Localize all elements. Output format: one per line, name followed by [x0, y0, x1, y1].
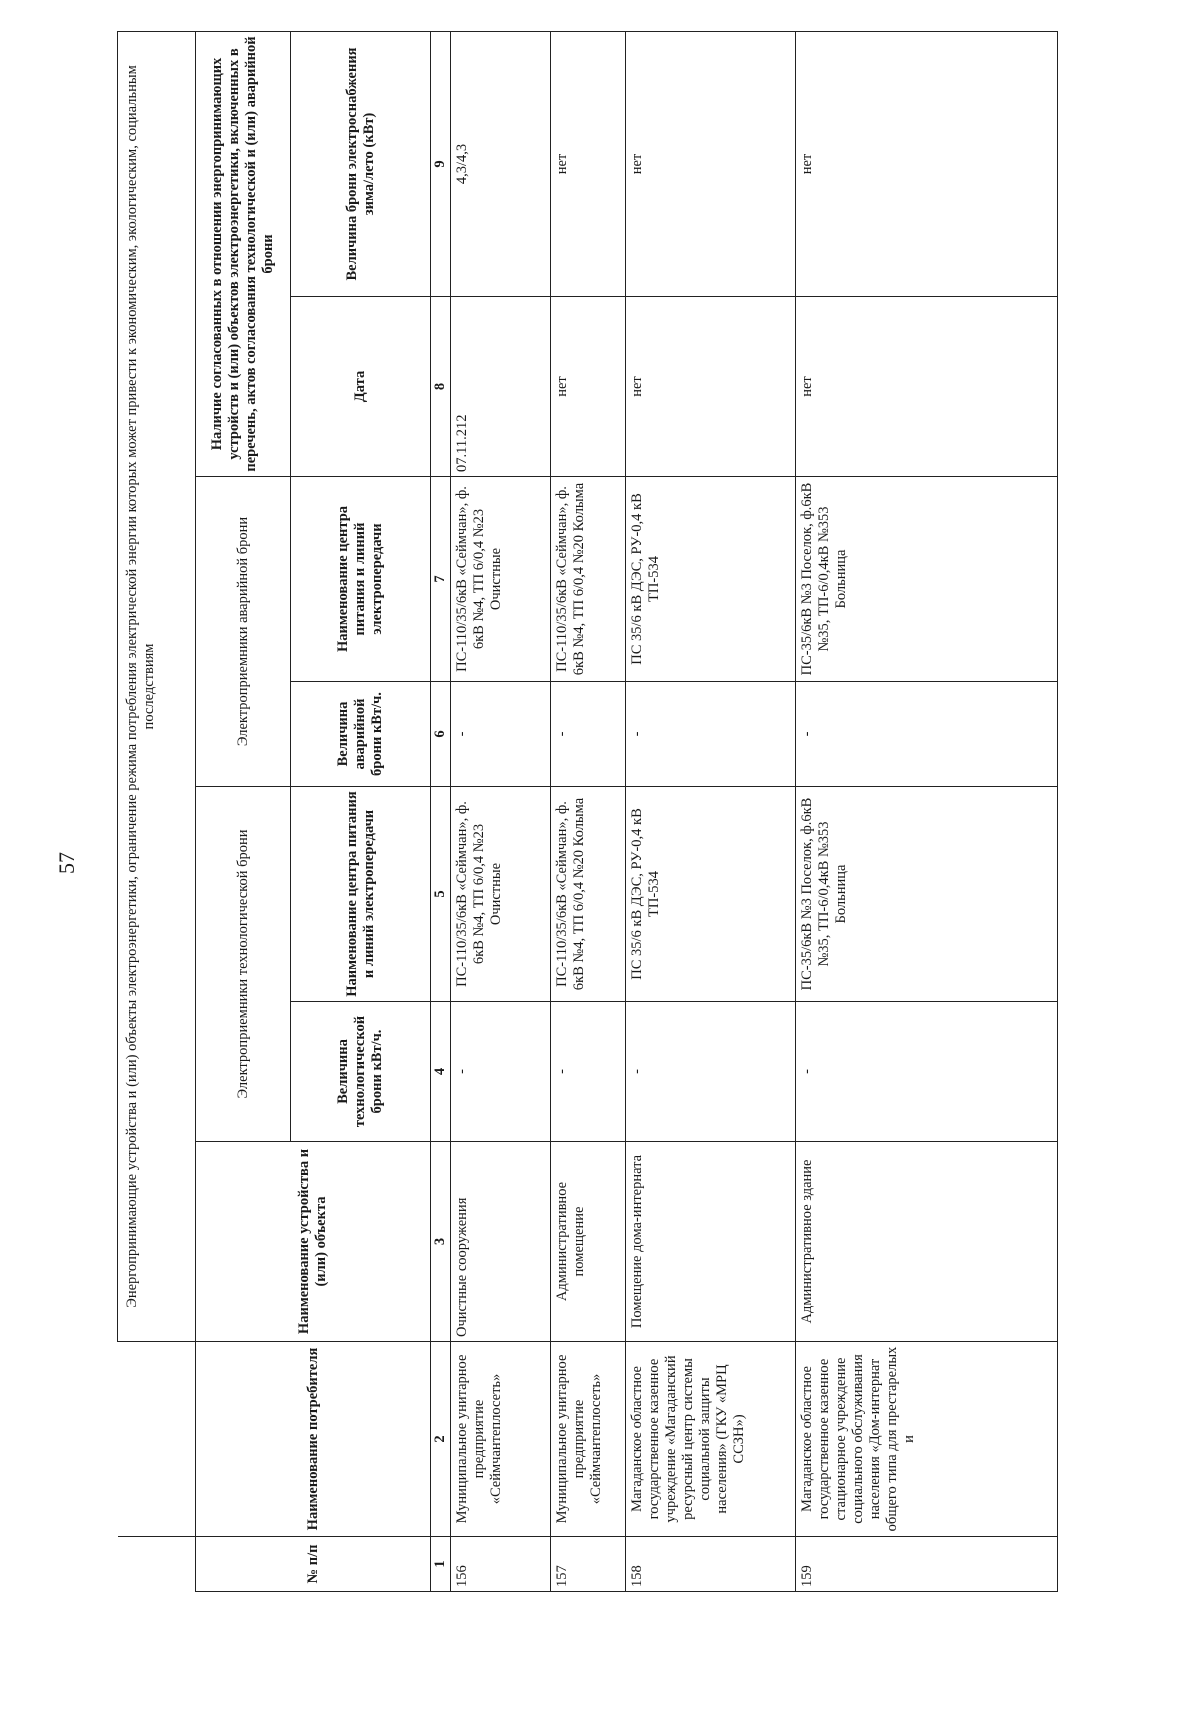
column-number: 3: [431, 1142, 451, 1342]
row-device: Административное здание: [796, 1142, 1058, 1342]
row-emerg-center: ПС-35/6кВ №3 Поселок, ф.6кВ №35, ТП-6/0,4кВ №353 Больница: [796, 477, 1058, 682]
row-reserve: нет: [796, 31, 1058, 296]
column-number: 2: [431, 1342, 451, 1537]
header-date: Дата: [291, 297, 431, 477]
header-tech-value: Величина технологической брони кВт/ч.: [291, 1002, 431, 1142]
row-tech-value: -: [551, 1002, 626, 1142]
row-consumer: Магаданское областное государственное казенное стационарное учреждение социального обслуживания населения «Дом-интернат общего типа для престарелых и: [796, 1342, 1058, 1537]
header-reserve: Величина брони электроснабжения зима/лето (кВт): [291, 31, 431, 296]
row-device: Административное помещение: [551, 1142, 626, 1342]
row-num: 156: [451, 1537, 551, 1592]
row-num: 158: [626, 1537, 796, 1592]
header-emerg-value: Величина аварийной брони кВт/ч.: [291, 682, 431, 787]
row-tech-center: ПС-110/35/6кВ «Сеймчан», ф. 6кВ №4, ТП 6/0,4 №20 Колыма: [551, 787, 626, 1002]
row-emerg-center: ПС-110/35/6кВ «Сеймчан», ф. 6кВ №4, ТП 6/0,4 №20 Колыма: [551, 477, 626, 682]
row-date: 07.11.212: [451, 297, 551, 477]
header-emerg-group: Электроприемники аварийной брони: [196, 477, 291, 787]
column-number: 9: [431, 31, 451, 296]
row-emerg-value: -: [451, 682, 551, 787]
row-emerg-value: -: [551, 682, 626, 787]
column-number: 6: [431, 682, 451, 787]
row-tech-center: ПС 35/6 кВ ДЭС, РУ-0,4 кВ ТП-534: [626, 787, 796, 1002]
rotated-table-block: [117, 32, 1172, 1592]
row-date: нет: [796, 297, 1058, 477]
row-tech-center: ПС-35/6кВ №3 Поселок, ф.6кВ №35, ТП-6/0,4кВ №353 Больница: [796, 787, 1058, 1002]
header-acts-group: Наличие согласованных в отношении энергопринимающих устройств и (или) объектов электроэнергетики, включенных в перечень, актов согласования технологической и (или) аварийной брони: [196, 31, 291, 476]
row-device: Помещение дома-интерната: [626, 1142, 796, 1342]
table-row: [551, 31, 626, 1591]
header-tech-group: Электроприемники технологической брони: [196, 787, 291, 1142]
row-device: Очистные сооружения: [451, 1142, 551, 1342]
row-consumer: Магаданское областное государственное казенное учреждение «Магаданский ресурсный центр системы социальной защиты населения» (ГКУ «МРЦ ССЗН»): [626, 1342, 796, 1537]
table-title: Энергопринимающие устройства и (или) объекты электроэнергетики, ограничение режима потребления электрической энергии которых может привести к экономическим, экологическим, социальным последствиям: [118, 31, 196, 1341]
column-number: 1: [431, 1537, 451, 1592]
header-consumer: Наименование потребителя: [196, 1342, 431, 1537]
header-tech-center: Наименование центра питания и линий электропередачи: [291, 787, 431, 1002]
row-tech-value: -: [626, 1002, 796, 1142]
row-reserve: 4,3/4,3: [451, 31, 551, 296]
header-emerg-center: Наименование центра питания и линий электропередачи: [291, 477, 431, 682]
column-number: 7: [431, 477, 451, 682]
row-emerg-center: ПС 35/6 кВ ДЭС, РУ-0,4 кВ ТП-534: [626, 477, 796, 682]
row-consumer: Муниципальное унитарное предприятие «Сеймчантеплосеть»: [451, 1342, 551, 1537]
column-number: 5: [431, 787, 451, 1002]
column-number: 8: [431, 297, 451, 477]
row-emerg-center: ПС-110/35/6кВ «Сеймчан», ф. 6кВ №4, ТП 6/0,4 №23 Очистные: [451, 477, 551, 682]
column-number: 4: [431, 1002, 451, 1142]
row-emerg-value: -: [796, 682, 1058, 787]
row-tech-center: ПС-110/35/6кВ «Сеймчан», ф. 6кВ №4, ТП 6/0,4 №23 Очистные: [451, 787, 551, 1002]
row-date: нет: [626, 297, 796, 477]
row-emerg-value: -: [626, 682, 796, 787]
empty-corner: [118, 1537, 196, 1592]
table-row: [796, 31, 1058, 1591]
table-row: [626, 31, 796, 1591]
page-number: 57: [54, 852, 79, 874]
row-reserve: нет: [551, 31, 626, 296]
column-number-row: [431, 31, 451, 1591]
row-consumer: Муниципальное унитарное предприятие «Сеймчантеплосеть»: [551, 1342, 626, 1537]
empty-corner: [118, 1342, 196, 1537]
consumers-table: [117, 31, 1058, 1592]
header-num: № п/п: [196, 1537, 431, 1592]
row-tech-value: -: [796, 1002, 1058, 1142]
row-reserve: нет: [626, 31, 796, 296]
row-tech-value: -: [451, 1002, 551, 1142]
row-date: нет: [551, 297, 626, 477]
header-device: Наименование устройства и (или) объекта: [196, 1142, 431, 1342]
row-num: 157: [551, 1537, 626, 1592]
row-num: 159: [796, 1537, 1058, 1592]
table-row: [451, 31, 551, 1591]
